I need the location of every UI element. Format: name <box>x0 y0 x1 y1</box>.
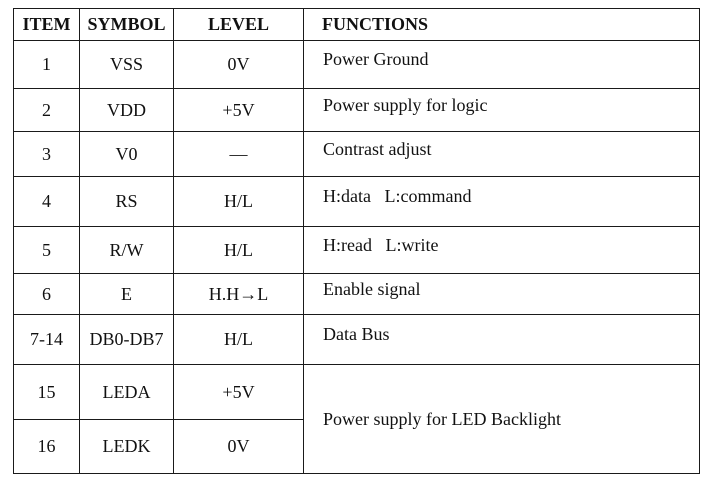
symbol-cell: RS <box>80 177 174 227</box>
function-text: Power Ground <box>323 49 429 69</box>
header-level: LEVEL <box>174 9 304 41</box>
item-cell: 2 <box>14 89 80 132</box>
function-cell <box>304 177 700 227</box>
level-cell: +5V <box>174 89 304 132</box>
symbol-cell: R/W <box>80 227 174 274</box>
table-row <box>14 41 700 89</box>
symbol-cell: V0 <box>80 132 174 177</box>
level-cell: H/L <box>174 315 304 365</box>
item-cell: 16 <box>14 420 80 474</box>
symbol-cell: DB0-DB7 <box>80 315 174 365</box>
table-header-row <box>14 9 700 41</box>
function-text: Power supply for LED Backlight <box>323 408 561 429</box>
level-cell: H/L <box>174 227 304 274</box>
function-text: H:data L:command <box>323 186 472 206</box>
table-row <box>14 315 700 365</box>
function-cell <box>304 89 700 132</box>
table-row <box>14 132 700 177</box>
item-cell: 6 <box>14 274 80 315</box>
function-cell <box>304 227 700 274</box>
level-cell: 0V <box>174 420 304 474</box>
symbol-cell: VSS <box>80 41 174 89</box>
function-text: H:read L:write <box>323 234 439 255</box>
item-cell: 7-14 <box>14 315 80 365</box>
function-text: Contrast adjust <box>323 138 432 159</box>
symbol-cell: E <box>80 274 174 315</box>
level-cell: +5V <box>174 365 304 420</box>
level-cell: H.H→L <box>174 274 304 315</box>
function-cell <box>304 132 700 177</box>
function-cell <box>304 274 700 315</box>
function-cell <box>304 41 700 89</box>
item-cell: 5 <box>14 227 80 274</box>
table-row <box>14 177 700 227</box>
item-cell: 1 <box>14 41 80 89</box>
symbol-cell: LEDA <box>80 365 174 420</box>
symbol-cell: VDD <box>80 89 174 132</box>
table-row <box>14 274 700 315</box>
table-row <box>14 89 700 132</box>
item-cell: 4 <box>14 177 80 227</box>
table-row <box>14 227 700 274</box>
header-symbol: SYMBOL <box>80 9 174 41</box>
header-functions: FUNCTIONS <box>304 9 700 41</box>
item-cell: 15 <box>14 365 80 420</box>
level-cell: H/L <box>174 177 304 227</box>
level-cell: — <box>174 132 304 177</box>
symbol-cell: LEDK <box>80 420 174 474</box>
function-text: Data Bus <box>323 324 390 344</box>
function-text: Power supply for logic <box>323 94 488 115</box>
table-row <box>14 365 700 420</box>
function-cell <box>304 365 700 474</box>
function-text: Enable signal <box>323 278 421 299</box>
function-cell <box>304 315 700 365</box>
pin-definition-table <box>13 8 700 474</box>
level-cell: 0V <box>174 41 304 89</box>
header-item: ITEM <box>14 9 80 41</box>
item-cell: 3 <box>14 132 80 177</box>
